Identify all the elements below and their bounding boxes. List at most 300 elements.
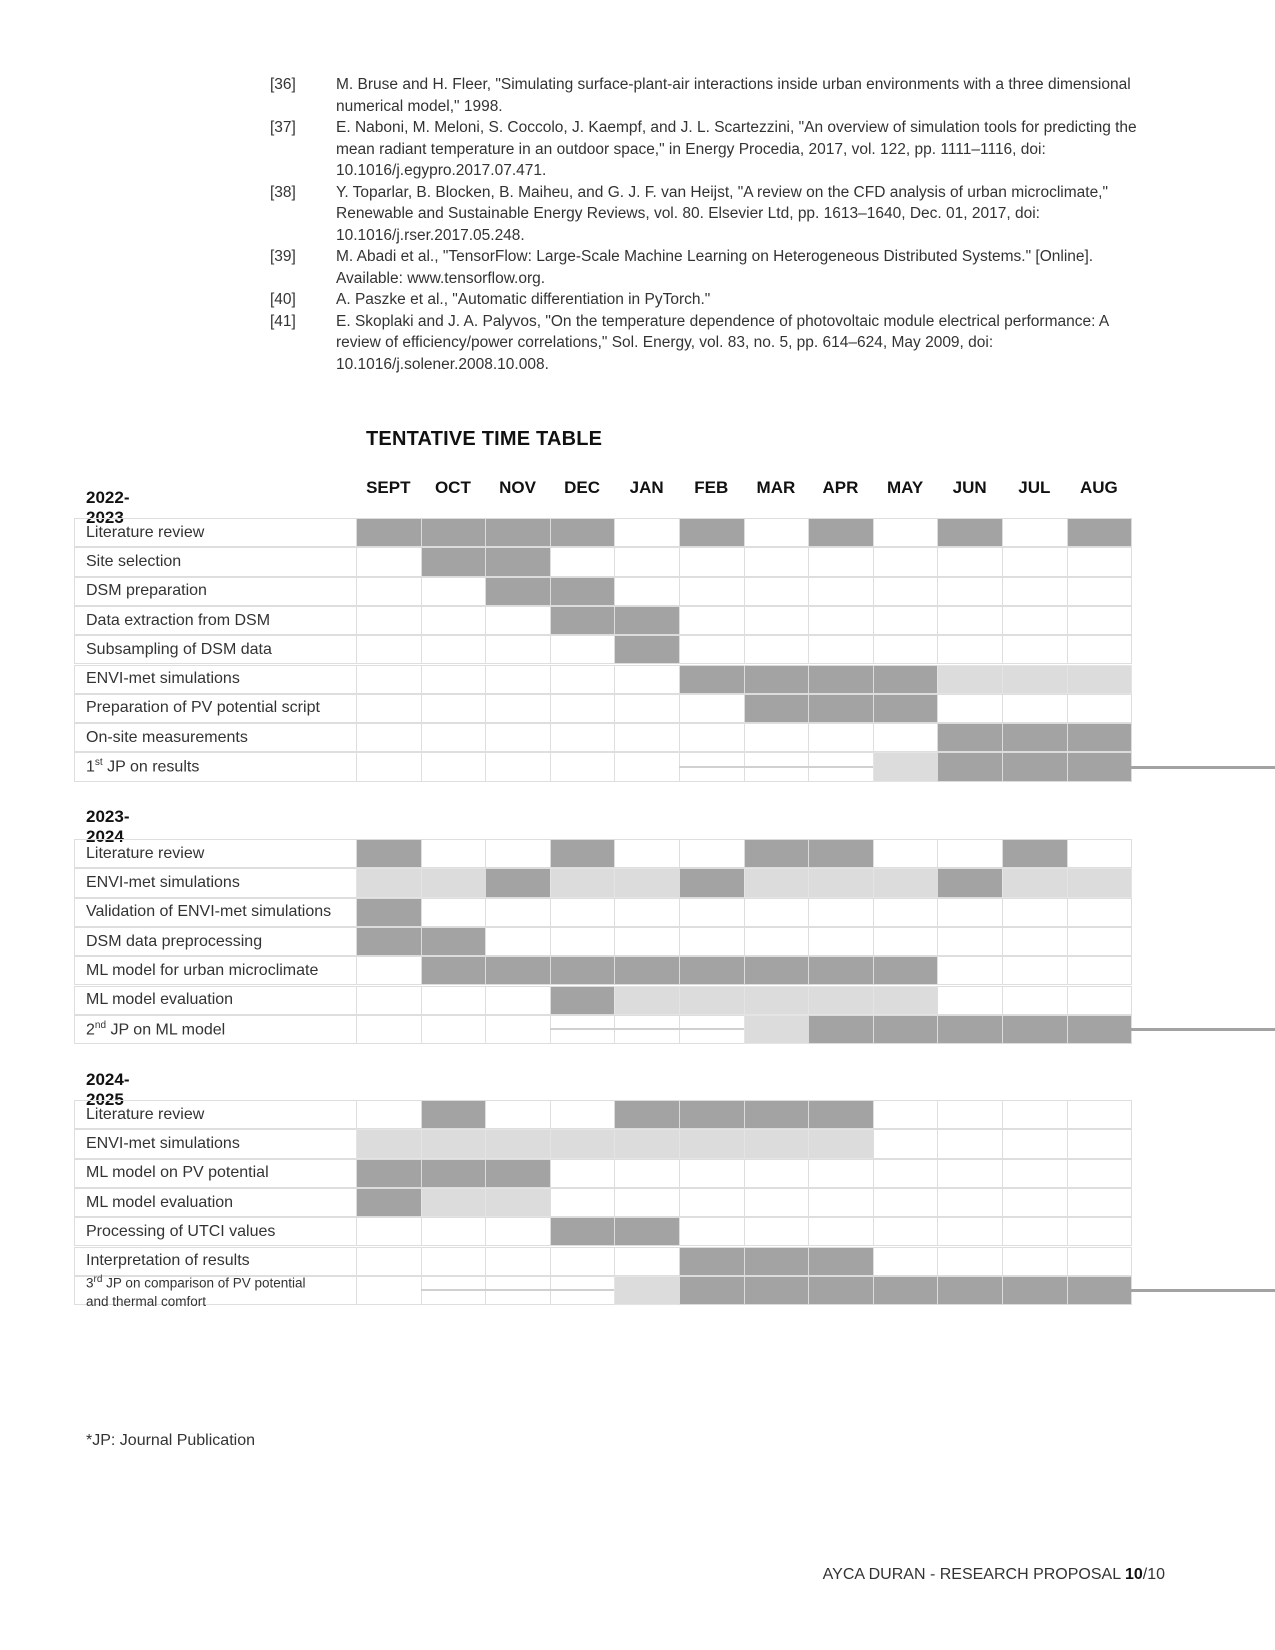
gantt-cell bbox=[550, 577, 616, 606]
gantt-cell bbox=[550, 868, 616, 897]
gantt-cell bbox=[614, 1159, 680, 1188]
gantt-cell bbox=[873, 1188, 939, 1217]
gantt-cell bbox=[356, 1188, 422, 1217]
month-header: JUL bbox=[1018, 478, 1051, 497]
gantt-cell bbox=[485, 1159, 551, 1188]
gantt-cell bbox=[614, 723, 680, 752]
gantt-cell bbox=[421, 839, 487, 868]
gantt-cell bbox=[485, 956, 551, 985]
gantt-cell bbox=[679, 665, 745, 694]
gantt-cell bbox=[485, 986, 551, 1015]
reference-text: M. Bruse and H. Fleer, "Simulating surface-plant-air interactions inside urban environments with a three dimensional numerical model," 1998. bbox=[336, 76, 1131, 115]
gantt-cell bbox=[614, 606, 680, 635]
gantt-cell bbox=[1002, 868, 1068, 897]
reference-number: [37] bbox=[270, 119, 296, 136]
gantt-cell bbox=[356, 723, 422, 752]
gantt-cell bbox=[744, 927, 810, 956]
reference-item bbox=[270, 246, 1150, 289]
gantt-cell bbox=[808, 547, 874, 576]
gantt-cell bbox=[937, 898, 1003, 927]
reference-text: M. Abadi et al., "TensorFlow: Large-Scale Machine Learning on Heterogeneous Distributed Systems." [Online]. Available: www.tensorflow.org. bbox=[336, 248, 1094, 287]
task-label: ML model evaluation bbox=[74, 1188, 356, 1217]
gantt-cell bbox=[614, 547, 680, 576]
gantt-cell bbox=[808, 868, 874, 897]
gantt-cell bbox=[1002, 1159, 1068, 1188]
gantt-row bbox=[74, 606, 1166, 635]
gantt-cell bbox=[356, 1129, 422, 1158]
gantt-cell bbox=[550, 1100, 616, 1129]
gantt-cell bbox=[356, 635, 422, 664]
gantt-cell bbox=[1067, 898, 1133, 927]
gantt-cell bbox=[679, 868, 745, 897]
gantt-cell bbox=[1067, 1247, 1133, 1276]
month-header: MAR bbox=[756, 478, 796, 497]
gantt-cell bbox=[744, 1188, 810, 1217]
gantt-cell bbox=[485, 723, 551, 752]
gantt-cell bbox=[679, 1100, 745, 1129]
gantt-cell bbox=[1067, 868, 1133, 897]
gantt-cell bbox=[744, 1276, 810, 1305]
reference-text: E. Naboni, M. Meloni, S. Coccolo, J. Kaempf, and J. L. Scartezzini, "An overview of simulation tools for predicting the mean radiant temperature in an outdoor space," in Energy Procedia, 2017, vol. 122, pp. 1111–1116, doi: 10.1016/j.egypro.2017.07.471. bbox=[336, 119, 1137, 179]
gantt-cell bbox=[1067, 694, 1133, 723]
gantt-cell bbox=[356, 1159, 422, 1188]
gantt-cell bbox=[421, 606, 487, 635]
gantt-cell bbox=[614, 927, 680, 956]
gantt-cell bbox=[485, 606, 551, 635]
gantt-cell bbox=[873, 1217, 939, 1246]
gantt-cell bbox=[421, 868, 487, 897]
gantt-cell bbox=[808, 927, 874, 956]
task-label: DSM data preprocessing bbox=[74, 927, 356, 956]
month-header: SEPT bbox=[366, 478, 411, 497]
gantt-cell bbox=[485, 1015, 551, 1044]
gantt-cell bbox=[1002, 986, 1068, 1015]
gantt-cell bbox=[421, 1100, 487, 1129]
gantt-cell bbox=[873, 694, 939, 723]
gantt-cell bbox=[421, 1129, 487, 1158]
gantt-cell bbox=[550, 1129, 616, 1158]
gantt-cell bbox=[1002, 898, 1068, 927]
gantt-cell bbox=[1002, 1276, 1068, 1305]
gantt-cell bbox=[937, 752, 1003, 781]
draft-line bbox=[550, 1028, 744, 1030]
gantt-cell bbox=[1067, 839, 1133, 868]
gantt-row bbox=[74, 518, 1166, 547]
gantt-cell bbox=[356, 839, 422, 868]
gantt-cell bbox=[356, 1100, 422, 1129]
gantt-cell bbox=[485, 1188, 551, 1217]
gantt-cell bbox=[808, 1247, 874, 1276]
reference-item bbox=[270, 117, 1150, 182]
gantt-cell bbox=[679, 986, 745, 1015]
gantt-cell bbox=[1002, 577, 1068, 606]
reference-text: Y. Toparlar, B. Blocken, B. Maiheu, and G. J. F. van Heijst, "A review on the CFD analysis of urban microclimate," Renewable and Sustainable Energy Reviews, vol. 80. Elsevier Ltd, pp. 1613–1640, Dec. 01, 2017, doi: 10.1016/j.rser.2017.05.248. bbox=[336, 183, 1108, 244]
gantt-cell bbox=[679, 1129, 745, 1158]
gantt-cell bbox=[808, 956, 874, 985]
gantt-cell bbox=[1067, 1188, 1133, 1217]
gantt-cell bbox=[1067, 986, 1133, 1015]
gantt-row bbox=[74, 547, 1166, 576]
gantt-cell bbox=[873, 1015, 939, 1044]
task-label: 2nd JP on ML model bbox=[74, 1015, 356, 1044]
gantt-cell bbox=[614, 1188, 680, 1217]
reference-number: [36] bbox=[270, 76, 296, 93]
month-header: OCT bbox=[434, 478, 471, 497]
gantt-cell bbox=[1067, 665, 1133, 694]
task-label: Interpretation of results bbox=[74, 1247, 356, 1276]
gantt-cell bbox=[485, 898, 551, 927]
task-label: On-site measurements bbox=[74, 723, 356, 752]
task-label: Processing of UTCI values bbox=[74, 1217, 356, 1246]
gantt-row bbox=[74, 752, 1166, 781]
gantt-cell bbox=[485, 752, 551, 781]
month-header: FEB bbox=[694, 478, 729, 497]
gantt-cell bbox=[614, 694, 680, 723]
gantt-cell bbox=[937, 1015, 1003, 1044]
gantt-cell bbox=[421, 665, 487, 694]
gantt-cell bbox=[873, 518, 939, 547]
gantt-cell bbox=[937, 547, 1003, 576]
footer-text: AYCA DURAN - RESEARCH PROPOSAL bbox=[822, 1566, 1125, 1583]
task-label: Preparation of PV potential script bbox=[74, 694, 356, 723]
gantt-cell bbox=[873, 723, 939, 752]
gantt-row bbox=[74, 577, 1166, 606]
gantt-cell bbox=[485, 1100, 551, 1129]
gantt-cell bbox=[679, 1276, 745, 1305]
gantt-cell bbox=[1002, 1188, 1068, 1217]
gantt-cell bbox=[1067, 1100, 1133, 1129]
submission-leader-line bbox=[1131, 766, 1275, 769]
task-label: DSM preparation bbox=[74, 577, 356, 606]
task-label: Literature review bbox=[74, 839, 356, 868]
timetable-title: TENTATIVE TIME TABLE bbox=[366, 428, 603, 450]
gantt-cell bbox=[937, 518, 1003, 547]
gantt-cell bbox=[1067, 1159, 1133, 1188]
gantt-cell bbox=[1002, 547, 1068, 576]
gantt-cell bbox=[485, 577, 551, 606]
gantt-cell bbox=[679, 927, 745, 956]
gantt-cell bbox=[808, 898, 874, 927]
gantt-cell bbox=[873, 577, 939, 606]
task-label: Validation of ENVI-met simulations bbox=[74, 898, 356, 927]
gantt-cell bbox=[485, 694, 551, 723]
gantt-cell bbox=[550, 694, 616, 723]
gantt-cell bbox=[808, 839, 874, 868]
gantt-cell bbox=[1067, 752, 1133, 781]
gantt-cell bbox=[1002, 723, 1068, 752]
page-number: 10 bbox=[1124, 1566, 1143, 1583]
gantt-cell bbox=[679, 1188, 745, 1217]
gantt-cell bbox=[808, 986, 874, 1015]
gantt-cell bbox=[614, 986, 680, 1015]
year-heading: 2024-2025 bbox=[86, 1070, 130, 1109]
gantt-cell bbox=[356, 577, 422, 606]
gantt-cell bbox=[1002, 1100, 1068, 1129]
gantt-row bbox=[74, 1100, 1166, 1129]
gantt-cell bbox=[356, 868, 422, 897]
gantt-cell bbox=[614, 1129, 680, 1158]
gantt-cell bbox=[808, 1276, 874, 1305]
gantt-cell bbox=[1067, 547, 1133, 576]
page-footer bbox=[823, 1566, 1165, 1584]
gantt-cell bbox=[1002, 927, 1068, 956]
gantt-cell bbox=[937, 868, 1003, 897]
gantt-cell bbox=[614, 665, 680, 694]
gantt-cell bbox=[744, 665, 810, 694]
gantt-cell bbox=[421, 547, 487, 576]
gantt-cell bbox=[679, 898, 745, 927]
gantt-cell bbox=[679, 635, 745, 664]
reference-number: [38] bbox=[270, 183, 296, 201]
gantt-cell bbox=[744, 839, 810, 868]
gantt-cell bbox=[550, 839, 616, 868]
month-header-row bbox=[0, 478, 1275, 502]
gantt-cell bbox=[744, 1129, 810, 1158]
task-label: ENVI-met simulations bbox=[74, 1129, 356, 1158]
gantt-cell bbox=[421, 1247, 487, 1276]
gantt-cell bbox=[937, 665, 1003, 694]
month-header: AUG bbox=[1080, 478, 1118, 497]
gantt-cell bbox=[550, 1247, 616, 1276]
gantt-cell bbox=[356, 694, 422, 723]
gantt-cell bbox=[744, 1015, 810, 1044]
task-label: 3rd JP on comparison of PV potential and thermal comfort bbox=[74, 1276, 356, 1305]
gantt-cell bbox=[485, 665, 551, 694]
gantt-cell bbox=[550, 665, 616, 694]
reference-number: [40] bbox=[270, 291, 296, 308]
gantt-cell bbox=[550, 723, 616, 752]
gantt-cell bbox=[550, 1188, 616, 1217]
gantt-cell bbox=[421, 898, 487, 927]
gantt-cell bbox=[421, 723, 487, 752]
task-label: ML model for urban microclimate bbox=[74, 956, 356, 985]
gantt-cell bbox=[421, 1015, 487, 1044]
gantt-cell bbox=[679, 577, 745, 606]
gantt-cell bbox=[1067, 1276, 1133, 1305]
gantt-row bbox=[74, 1129, 1166, 1158]
gantt-cell bbox=[873, 839, 939, 868]
gantt-cell bbox=[421, 927, 487, 956]
task-label: ML model on PV potential bbox=[74, 1159, 356, 1188]
gantt-cell bbox=[937, 1276, 1003, 1305]
gantt-cell bbox=[1002, 665, 1068, 694]
gantt-row bbox=[74, 986, 1166, 1015]
gantt-cell bbox=[808, 1188, 874, 1217]
gantt-row bbox=[74, 868, 1166, 897]
gantt-cell bbox=[937, 577, 1003, 606]
gantt-cell bbox=[1002, 1129, 1068, 1158]
gantt-cell bbox=[679, 606, 745, 635]
reference-item bbox=[270, 74, 1150, 117]
page-total: /10 bbox=[1142, 1566, 1165, 1583]
gantt-row bbox=[74, 1273, 1166, 1310]
gantt-row bbox=[74, 723, 1166, 752]
task-label: Literature review bbox=[74, 518, 356, 547]
gantt-cell bbox=[1067, 1217, 1133, 1246]
gantt-cell bbox=[550, 606, 616, 635]
gantt-cell bbox=[873, 635, 939, 664]
gantt-cell bbox=[1002, 1015, 1068, 1044]
task-label: ML model evaluation bbox=[74, 986, 356, 1015]
gantt-cell bbox=[679, 1159, 745, 1188]
gantt-cell bbox=[1002, 1247, 1068, 1276]
gantt-cell bbox=[808, 1015, 874, 1044]
month-header: MAY bbox=[886, 478, 924, 497]
gantt-cell bbox=[1002, 839, 1068, 868]
gantt-row bbox=[74, 956, 1166, 985]
gantt-cell bbox=[808, 1159, 874, 1188]
gantt-cell bbox=[808, 577, 874, 606]
gantt-cell bbox=[356, 518, 422, 547]
gantt-cell bbox=[550, 752, 616, 781]
gantt-cell bbox=[1067, 577, 1133, 606]
gantt-cell bbox=[614, 956, 680, 985]
gantt-cell bbox=[679, 723, 745, 752]
gantt-cell bbox=[1002, 606, 1068, 635]
gantt-cell bbox=[808, 1217, 874, 1246]
gantt-cell bbox=[550, 518, 616, 547]
gantt-cell bbox=[679, 518, 745, 547]
gantt-cell bbox=[937, 606, 1003, 635]
gantt-cell bbox=[356, 1217, 422, 1246]
gantt-cell bbox=[614, 1247, 680, 1276]
gantt-cell bbox=[356, 927, 422, 956]
gantt-cell bbox=[614, 898, 680, 927]
gantt-cell bbox=[744, 694, 810, 723]
gantt-cell bbox=[1067, 1129, 1133, 1158]
gantt-cell bbox=[873, 956, 939, 985]
task-label: Site selection bbox=[74, 547, 356, 576]
gantt-cell bbox=[808, 635, 874, 664]
gantt-cell bbox=[679, 956, 745, 985]
gantt-cell bbox=[744, 577, 810, 606]
gantt-row bbox=[74, 665, 1166, 694]
gantt-cell bbox=[614, 635, 680, 664]
gantt-cell bbox=[421, 752, 487, 781]
gantt-cell bbox=[421, 694, 487, 723]
reference-item bbox=[270, 289, 1150, 311]
gantt-cell bbox=[1067, 927, 1133, 956]
gantt-cell bbox=[679, 694, 745, 723]
reference-text: E. Skoplaki and J. A. Palyvos, "On the temperature dependence of photovoltaic module electrical performance: A review of efficiency/power correlations," Sol. Energy, vol. 83, no. 5, pp. 614–624, May 2009, doi: 10.1016/j.solener.2008.10.008. bbox=[336, 312, 1109, 373]
month-header: DEC bbox=[564, 478, 601, 497]
gantt-cell bbox=[873, 1159, 939, 1188]
gantt-cell bbox=[614, 1276, 680, 1305]
gantt-cell bbox=[356, 606, 422, 635]
gantt-cell bbox=[614, 839, 680, 868]
gantt-cell bbox=[873, 986, 939, 1015]
reference-item bbox=[270, 182, 1150, 247]
gantt-cell bbox=[937, 839, 1003, 868]
gantt-cell bbox=[1067, 635, 1133, 664]
draft-line bbox=[679, 766, 873, 768]
gantt-cell bbox=[744, 956, 810, 985]
gantt-cell bbox=[550, 547, 616, 576]
gantt-cell bbox=[873, 1276, 939, 1305]
gantt-cell bbox=[1002, 956, 1068, 985]
gantt-row bbox=[74, 1188, 1166, 1217]
gantt-cell bbox=[937, 956, 1003, 985]
gantt-row bbox=[74, 927, 1166, 956]
draft-line bbox=[421, 1289, 615, 1291]
gantt-cell bbox=[808, 723, 874, 752]
gantt-cell bbox=[485, 547, 551, 576]
gantt-cell bbox=[485, 927, 551, 956]
gantt-cell bbox=[937, 723, 1003, 752]
gantt-cell bbox=[937, 635, 1003, 664]
gantt-cell bbox=[937, 1129, 1003, 1158]
gantt-cell bbox=[550, 635, 616, 664]
gantt-cell bbox=[356, 665, 422, 694]
gantt-cell bbox=[421, 1188, 487, 1217]
gantt-cell bbox=[744, 1159, 810, 1188]
gantt-cell bbox=[1002, 694, 1068, 723]
gantt-cell bbox=[873, 1129, 939, 1158]
gantt-cell bbox=[485, 868, 551, 897]
gantt-cell bbox=[873, 752, 939, 781]
gantt-cell bbox=[1067, 723, 1133, 752]
gantt-cell bbox=[421, 956, 487, 985]
gantt-cell bbox=[485, 839, 551, 868]
gantt-cell bbox=[1002, 518, 1068, 547]
month-header: JUN bbox=[952, 478, 987, 497]
gantt-cell bbox=[937, 1159, 1003, 1188]
gantt-row bbox=[74, 839, 1166, 868]
gantt-cell bbox=[421, 518, 487, 547]
gantt-row bbox=[74, 635, 1166, 664]
gantt-cell bbox=[421, 1159, 487, 1188]
gantt-cell bbox=[808, 518, 874, 547]
gantt-cell bbox=[550, 986, 616, 1015]
gantt-cell bbox=[614, 1100, 680, 1129]
gantt-cell bbox=[421, 577, 487, 606]
gantt-cell bbox=[937, 1100, 1003, 1129]
gantt-cell bbox=[614, 518, 680, 547]
gantt-cell bbox=[550, 1217, 616, 1246]
gantt-cell bbox=[356, 1015, 422, 1044]
gantt-cell bbox=[679, 839, 745, 868]
reference-list bbox=[270, 74, 1150, 375]
gantt-cell bbox=[808, 694, 874, 723]
gantt-cell bbox=[679, 547, 745, 576]
gantt-cell bbox=[873, 606, 939, 635]
gantt-cell bbox=[485, 1129, 551, 1158]
gantt-cell bbox=[356, 898, 422, 927]
gantt-cell bbox=[808, 1129, 874, 1158]
task-label: ENVI-met simulations bbox=[74, 665, 356, 694]
submission-leader-line bbox=[1131, 1028, 1275, 1031]
gantt-cell bbox=[744, 1217, 810, 1246]
gantt-row bbox=[74, 898, 1166, 927]
gantt-cell bbox=[356, 1247, 422, 1276]
gantt-cell bbox=[744, 723, 810, 752]
gantt-cell bbox=[744, 1100, 810, 1129]
gantt-cell bbox=[485, 518, 551, 547]
gantt-cell bbox=[937, 1247, 1003, 1276]
gantt-cell bbox=[1002, 752, 1068, 781]
gantt-cell bbox=[873, 547, 939, 576]
gantt-cell bbox=[614, 752, 680, 781]
gantt-cell bbox=[1002, 635, 1068, 664]
gantt-cell bbox=[744, 635, 810, 664]
gantt-cell bbox=[679, 1217, 745, 1246]
task-label: Literature review bbox=[74, 1100, 356, 1129]
gantt-cell bbox=[679, 1247, 745, 1276]
gantt-cell bbox=[485, 1247, 551, 1276]
year-heading: 2023-2024 bbox=[86, 807, 130, 846]
month-header: APR bbox=[822, 478, 859, 497]
month-header: NOV bbox=[499, 478, 536, 497]
